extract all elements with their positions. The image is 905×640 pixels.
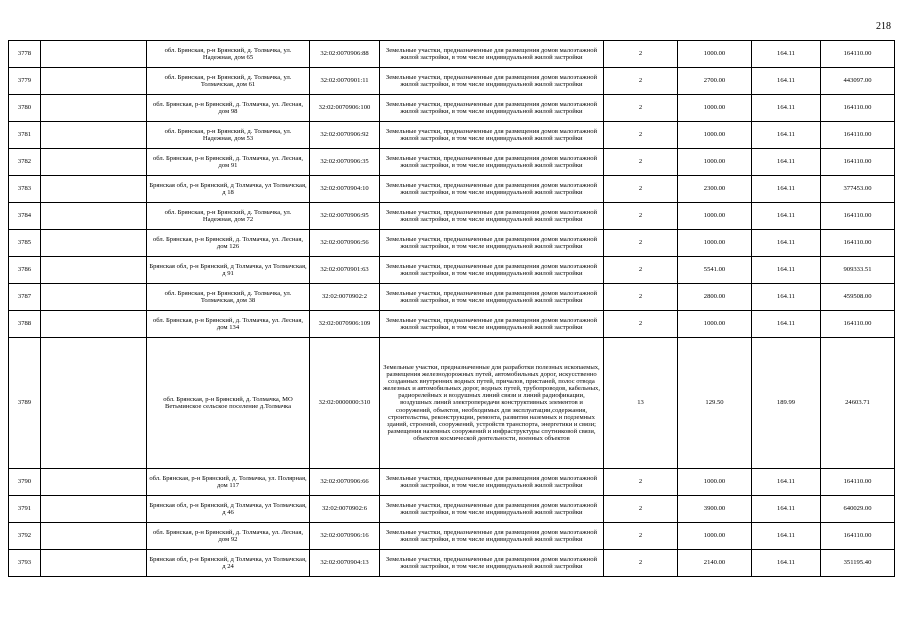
table-row <box>9 257 895 284</box>
cadastral-number-cell: 32:02:0070906:35 <box>310 149 380 176</box>
group-code-cell: 2 <box>604 284 678 311</box>
specific-value-cell: 164.11 <box>752 284 821 311</box>
row-number: 3780 <box>9 95 41 122</box>
row-number: 3779 <box>9 68 41 95</box>
group-code-cell: 2 <box>604 550 678 577</box>
empty-cell <box>41 68 147 95</box>
cadastral-number-cell: 32:02:0070906:109 <box>310 311 380 338</box>
row-number: 3778 <box>9 41 41 68</box>
page-number: 218 <box>876 21 891 32</box>
table-row <box>9 95 895 122</box>
address-cell: Брянская обл, р-н Брянский, д Толмачка, ул Толмачская, д 24 <box>147 550 310 577</box>
address-cell: обл. Брянская, р-н Брянский, д. Толмачка, ул. Надежная, дом 65 <box>147 41 310 68</box>
address-cell: обл. Брянская, р-н Брянский, д. Толмачка, МО Ветьминское сельское поселение д.Толмачка <box>147 338 310 469</box>
row-number: 3789 <box>9 338 41 469</box>
address-cell: обл. Брянская, р-н Брянский, д. Толмачка, ул. Толмачская, дом 38 <box>147 284 310 311</box>
address-cell: обл. Брянская, р-н Брянский, д. Толмачка, ул. Надежная, дом 53 <box>147 122 310 149</box>
cadastral-number-cell: 32:02:0070906:56 <box>310 230 380 257</box>
table-row <box>9 284 895 311</box>
land-use-description-cell: Земельные участки, предназначенные для размещения домов малоэтажной жилой застройки, в том числе индивидуальной жилой застройки <box>380 469 604 496</box>
land-use-description-cell: Земельные участки, предназначенные для размещения домов малоэтажной жилой застройки, в том числе индивидуальной жилой застройки <box>380 203 604 230</box>
cadastral-value-cell: 164110.00 <box>821 311 895 338</box>
row-number: 3787 <box>9 284 41 311</box>
cadastral-registry-table <box>8 40 895 577</box>
area-cell: 2700.00 <box>678 68 752 95</box>
specific-value-cell: 164.11 <box>752 523 821 550</box>
cadastral-value-cell: 377453.00 <box>821 176 895 203</box>
table-row <box>9 41 895 68</box>
area-cell: 2140.00 <box>678 550 752 577</box>
address-cell: Брянская обл, р-н Брянский, д Толмачка, ул Толмачская, д 18 <box>147 176 310 203</box>
table-row <box>9 176 895 203</box>
table-row <box>9 149 895 176</box>
cadastral-value-cell: 164110.00 <box>821 122 895 149</box>
table-row <box>9 550 895 577</box>
group-code-cell: 2 <box>604 149 678 176</box>
row-number: 3793 <box>9 550 41 577</box>
empty-cell <box>41 122 147 149</box>
area-cell: 1000.00 <box>678 230 752 257</box>
area-cell: 2800.00 <box>678 284 752 311</box>
cadastral-number-cell: 32:02:0070904:10 <box>310 176 380 203</box>
cadastral-value-cell: 164110.00 <box>821 469 895 496</box>
specific-value-cell: 164.11 <box>752 311 821 338</box>
table-row <box>9 311 895 338</box>
cadastral-value-cell: 24603.71 <box>821 338 895 469</box>
cadastral-value-cell: 443097.00 <box>821 68 895 95</box>
area-cell: 1000.00 <box>678 149 752 176</box>
group-code-cell: 2 <box>604 176 678 203</box>
specific-value-cell: 164.11 <box>752 95 821 122</box>
table-row <box>9 230 895 257</box>
address-cell: обл. Брянская, р-н Брянский, д. Толмачка, ул. Надежная, дом 72 <box>147 203 310 230</box>
row-number: 3788 <box>9 311 41 338</box>
registry-body <box>9 41 895 577</box>
specific-value-cell: 164.11 <box>752 41 821 68</box>
cadastral-value-cell: 164110.00 <box>821 41 895 68</box>
group-code-cell: 2 <box>604 496 678 523</box>
group-code-cell: 2 <box>604 230 678 257</box>
cadastral-number-cell: 32:02:0070902:2 <box>310 284 380 311</box>
table-row <box>9 203 895 230</box>
area-cell: 5541.00 <box>678 257 752 284</box>
area-cell: 1000.00 <box>678 311 752 338</box>
row-number: 3790 <box>9 469 41 496</box>
cadastral-value-cell: 164110.00 <box>821 230 895 257</box>
land-use-description-cell: Земельные участки, предназначенные для размещения домов малоэтажной жилой застройки, в том числе индивидуальной жилой застройки <box>380 176 604 203</box>
row-number: 3782 <box>9 149 41 176</box>
specific-value-cell: 164.11 <box>752 203 821 230</box>
cadastral-value-cell: 164110.00 <box>821 149 895 176</box>
land-use-description-cell: Земельные участки, предназначенные для размещения домов малоэтажной жилой застройки, в том числе индивидуальной жилой застройки <box>380 496 604 523</box>
cadastral-number-cell: 32:02:0070906:92 <box>310 122 380 149</box>
empty-cell <box>41 311 147 338</box>
specific-value-cell: 164.11 <box>752 550 821 577</box>
cadastral-number-cell: 32:02:0070906:16 <box>310 523 380 550</box>
specific-value-cell: 164.11 <box>752 122 821 149</box>
empty-cell <box>41 230 147 257</box>
empty-cell <box>41 176 147 203</box>
group-code-cell: 2 <box>604 469 678 496</box>
land-use-description-cell: Земельные участки, предназначенные для разработки полезных ископаемых, размещения железнодорожных путей, автомобильных дорог, искусственно созданных внутренних водных путей, причалов, пристаней, полос отвода железных и автомобильных дорог, водных путей, трубопроводов, кабельных, радиорелейных и воздушных линий связи и линий радиофикации, воздушных линий электропередачи конструктивных элементов и сооружений, объектов, необходимых для эксплуатации,содержания, строительства, реконструкции, ремонта, развития наземных и подземных зданий, строений, сооружений, устройств транспорта, энергетики и связи; размещения наземных сооружений и инфраструктуры спутниковой связи, объектов космической деятельности, военных объектов <box>380 338 604 469</box>
cadastral-value-cell: 164110.00 <box>821 203 895 230</box>
empty-cell <box>41 95 147 122</box>
table-row <box>9 496 895 523</box>
table-row <box>9 338 895 469</box>
empty-cell <box>41 550 147 577</box>
land-use-description-cell: Земельные участки, предназначенные для размещения домов малоэтажной жилой застройки, в том числе индивидуальной жилой застройки <box>380 257 604 284</box>
empty-cell <box>41 523 147 550</box>
cadastral-number-cell: 32:02:0070904:13 <box>310 550 380 577</box>
group-code-cell: 13 <box>604 338 678 469</box>
area-cell: 1000.00 <box>678 122 752 149</box>
area-cell: 3900.00 <box>678 496 752 523</box>
land-use-description-cell: Земельные участки, предназначенные для размещения домов малоэтажной жилой застройки, в том числе индивидуальной жилой застройки <box>380 550 604 577</box>
area-cell: 2300.00 <box>678 176 752 203</box>
empty-cell <box>41 149 147 176</box>
cadastral-number-cell: 32:02:0070901:11 <box>310 68 380 95</box>
cadastral-number-cell: 32:02:0070901:63 <box>310 257 380 284</box>
table-row <box>9 68 895 95</box>
address-cell: Брянская обл, р-н Брянский, д Толмачка, ул Толмачская, д 46 <box>147 496 310 523</box>
address-cell: Брянская обл, р-н Брянский, д Толмачка, ул Толмачская, д 91 <box>147 257 310 284</box>
land-use-description-cell: Земельные участки, предназначенные для размещения домов малоэтажной жилой застройки, в том числе индивидуальной жилой застройки <box>380 523 604 550</box>
row-number: 3786 <box>9 257 41 284</box>
specific-value-cell: 164.11 <box>752 68 821 95</box>
row-number: 3785 <box>9 230 41 257</box>
address-cell: обл. Брянская, р-н Брянский, д. Толмачка, ул. Полярная, дом 117 <box>147 469 310 496</box>
address-cell: обл. Брянская, р-н Брянский, д. Толмачка, ул. Лесная, дом 134 <box>147 311 310 338</box>
area-cell: 129.50 <box>678 338 752 469</box>
specific-value-cell: 164.11 <box>752 469 821 496</box>
cadastral-value-cell: 164110.00 <box>821 523 895 550</box>
address-cell: обл. Брянская, р-н Брянский, д. Толмачка, ул. Лесная, дом 126 <box>147 230 310 257</box>
group-code-cell: 2 <box>604 122 678 149</box>
land-use-description-cell: Земельные участки, предназначенные для размещения домов малоэтажной жилой застройки, в том числе индивидуальной жилой застройки <box>380 230 604 257</box>
specific-value-cell: 164.11 <box>752 230 821 257</box>
empty-cell <box>41 203 147 230</box>
area-cell: 1000.00 <box>678 469 752 496</box>
address-cell: обл. Брянская, р-н Брянский, д. Толмачка, ул. Лесная, дом 91 <box>147 149 310 176</box>
cadastral-value-cell: 640029.00 <box>821 496 895 523</box>
empty-cell <box>41 41 147 68</box>
group-code-cell: 2 <box>604 523 678 550</box>
address-cell: обл. Брянская, р-н Брянский, д. Толмачка, ул. Лесная, дом 92 <box>147 523 310 550</box>
group-code-cell: 2 <box>604 203 678 230</box>
land-use-description-cell: Земельные участки, предназначенные для размещения домов малоэтажной жилой застройки, в том числе индивидуальной жилой застройки <box>380 149 604 176</box>
row-number: 3781 <box>9 122 41 149</box>
land-use-description-cell: Земельные участки, предназначенные для размещения домов малоэтажной жилой застройки, в том числе индивидуальной жилой застройки <box>380 311 604 338</box>
land-use-description-cell: Земельные участки, предназначенные для размещения домов малоэтажной жилой застройки, в том числе индивидуальной жилой застройки <box>380 95 604 122</box>
table-row <box>9 523 895 550</box>
land-use-description-cell: Земельные участки, предназначенные для размещения домов малоэтажной жилой застройки, в том числе индивидуальной жилой застройки <box>380 122 604 149</box>
cadastral-number-cell: 32:02:0070902:6 <box>310 496 380 523</box>
cadastral-value-cell: 351195.40 <box>821 550 895 577</box>
land-use-description-cell: Земельные участки, предназначенные для размещения домов малоэтажной жилой застройки, в том числе индивидуальной жилой застройки <box>380 41 604 68</box>
cadastral-value-cell: 909333.51 <box>821 257 895 284</box>
specific-value-cell: 164.11 <box>752 257 821 284</box>
group-code-cell: 2 <box>604 95 678 122</box>
row-number: 3791 <box>9 496 41 523</box>
row-number: 3784 <box>9 203 41 230</box>
specific-value-cell: 164.11 <box>752 496 821 523</box>
empty-cell <box>41 496 147 523</box>
empty-cell <box>41 338 147 469</box>
cadastral-number-cell: 32:02:0070906:100 <box>310 95 380 122</box>
land-use-description-cell: Земельные участки, предназначенные для размещения домов малоэтажной жилой застройки, в том числе индивидуальной жилой застройки <box>380 68 604 95</box>
cadastral-number-cell: 32:02:0070906:95 <box>310 203 380 230</box>
specific-value-cell: 164.11 <box>752 149 821 176</box>
group-code-cell: 2 <box>604 68 678 95</box>
area-cell: 1000.00 <box>678 41 752 68</box>
cadastral-number-cell: 32:02:0000000:310 <box>310 338 380 469</box>
specific-value-cell: 189.99 <box>752 338 821 469</box>
group-code-cell: 2 <box>604 41 678 68</box>
specific-value-cell: 164.11 <box>752 176 821 203</box>
address-cell: обл. Брянская, р-н Брянский, д. Толмачка, ул. Лесная, дом 98 <box>147 95 310 122</box>
address-cell: обл. Брянская, р-н Брянский, д. Толмачка, ул. Толмачская, дом 61 <box>147 68 310 95</box>
area-cell: 1000.00 <box>678 523 752 550</box>
area-cell: 1000.00 <box>678 95 752 122</box>
empty-cell <box>41 257 147 284</box>
cadastral-number-cell: 32:02:0070906:88 <box>310 41 380 68</box>
empty-cell <box>41 284 147 311</box>
group-code-cell: 2 <box>604 311 678 338</box>
cadastral-value-cell: 459508.00 <box>821 284 895 311</box>
area-cell: 1000.00 <box>678 203 752 230</box>
cadastral-value-cell: 164110.00 <box>821 95 895 122</box>
row-number: 3792 <box>9 523 41 550</box>
land-use-description-cell: Земельные участки, предназначенные для размещения домов малоэтажной жилой застройки, в том числе индивидуальной жилой застройки <box>380 284 604 311</box>
group-code-cell: 2 <box>604 257 678 284</box>
cadastral-number-cell: 32:02:0070906:66 <box>310 469 380 496</box>
table-row <box>9 122 895 149</box>
row-number: 3783 <box>9 176 41 203</box>
empty-cell <box>41 469 147 496</box>
table-row <box>9 469 895 496</box>
